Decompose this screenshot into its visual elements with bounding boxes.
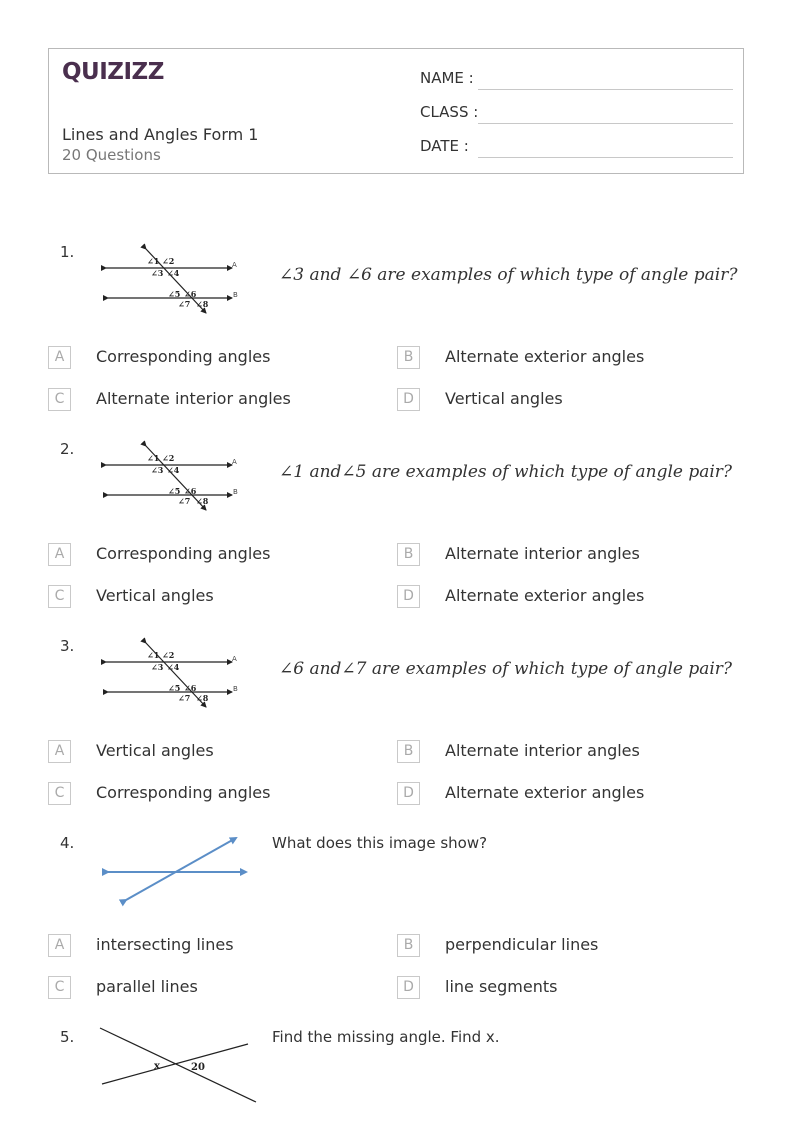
question-text: Find the missing angle. Find x. <box>272 1028 500 1046</box>
option-a-text: Vertical angles <box>96 741 214 760</box>
angle-label: ∠3 <box>151 662 164 672</box>
option-d-box[interactable]: D <box>397 782 420 805</box>
option-a-box[interactable]: A <box>48 543 71 566</box>
option-c-text: parallel lines <box>96 977 198 996</box>
quizizz-logo: QUIZIZZ <box>62 59 164 85</box>
question-number: 4. <box>60 834 75 852</box>
date-line <box>478 157 733 158</box>
option-a-text: Corresponding angles <box>96 347 271 366</box>
question-number: 3. <box>60 637 75 655</box>
option-c-text: Corresponding angles <box>96 783 271 802</box>
angle-label: ∠5 <box>168 683 181 693</box>
angle-label: ∠6 <box>184 486 197 496</box>
option-d-text: Vertical angles <box>445 389 563 408</box>
angle-label: ∠2 <box>162 650 175 660</box>
option-b-box[interactable]: B <box>397 543 420 566</box>
option-d-text: line segments <box>445 977 558 996</box>
option-d-box[interactable]: D <box>397 388 420 411</box>
option-c-text: Alternate interior angles <box>96 389 291 408</box>
option-b-text: Alternate interior angles <box>445 741 640 760</box>
angle-20-label: 20 <box>191 1062 205 1073</box>
angle-label: ∠3 <box>151 465 164 475</box>
option-d-text: Alternate exterior angles <box>445 783 645 802</box>
line-label: A <box>232 655 237 663</box>
angle-label: ∠7 <box>178 496 191 506</box>
angle-label: ∠6 <box>184 683 197 693</box>
line-label: A <box>232 261 237 269</box>
question-text: ∠3 and ∠6 are examples of which type of angle pair? <box>279 265 738 285</box>
angle-label: ∠2 <box>162 453 175 463</box>
option-a-box[interactable]: A <box>48 934 71 957</box>
question-number: 5. <box>60 1028 75 1046</box>
angle-label: ∠7 <box>178 693 191 703</box>
option-b-text: perpendicular lines <box>445 935 599 954</box>
angle-label: ∠5 <box>168 289 181 299</box>
angle-label: ∠4 <box>167 662 180 672</box>
option-c-box[interactable]: C <box>48 782 71 805</box>
line-label: B <box>233 291 238 299</box>
option-b-box[interactable]: B <box>397 934 420 957</box>
angle-label: ∠8 <box>196 496 209 506</box>
angle-label: ∠8 <box>196 693 209 703</box>
question-text: What does this image show? <box>272 834 488 852</box>
name-label: NAME : <box>420 69 474 87</box>
class-label: CLASS : <box>420 103 479 121</box>
question-text: ∠6 and∠7 are examples of which type of angle pair? <box>279 659 733 679</box>
angle-label: ∠4 <box>167 465 180 475</box>
option-d-text: Alternate exterior angles <box>445 586 645 605</box>
worksheet-title: Lines and Angles Form 1 <box>62 125 259 144</box>
angle-label: ∠1 <box>147 256 160 266</box>
question-number: 2. <box>60 440 75 458</box>
date-label: DATE : <box>420 137 469 155</box>
intersecting-lines-diagram <box>100 834 252 906</box>
missing-angle-diagram <box>98 1026 260 1106</box>
option-b-text: Alternate exterior angles <box>445 347 645 366</box>
question-text: ∠1 and∠5 are examples of which type of angle pair? <box>279 462 733 482</box>
name-line <box>478 89 733 90</box>
angle-label: ∠4 <box>167 268 180 278</box>
option-a-text: Corresponding angles <box>96 544 271 563</box>
angle-label: ∠7 <box>178 299 191 309</box>
angle-label: ∠6 <box>184 289 197 299</box>
angle-label: ∠8 <box>196 299 209 309</box>
parallel-lines-diagram <box>104 247 244 315</box>
option-a-box[interactable]: A <box>48 740 71 763</box>
parallel-lines-diagram <box>104 444 244 512</box>
angle-x-label: x <box>154 1061 160 1072</box>
option-b-box[interactable]: B <box>397 740 420 763</box>
option-b-box[interactable]: B <box>397 346 420 369</box>
question-count: 20 Questions <box>62 146 161 164</box>
option-c-box[interactable]: C <box>48 585 71 608</box>
class-line <box>478 123 733 124</box>
worksheet-header <box>48 48 744 174</box>
angle-label: ∠5 <box>168 486 181 496</box>
angle-label: ∠1 <box>147 453 160 463</box>
question-number: 1. <box>60 243 75 261</box>
line-label: B <box>233 488 238 496</box>
option-c-box[interactable]: C <box>48 388 71 411</box>
option-d-box[interactable]: D <box>397 585 420 608</box>
option-c-box[interactable]: C <box>48 976 71 999</box>
option-a-box[interactable]: A <box>48 346 71 369</box>
option-c-text: Vertical angles <box>96 586 214 605</box>
parallel-lines-diagram <box>104 641 244 709</box>
angle-label: ∠2 <box>162 256 175 266</box>
angle-label: ∠1 <box>147 650 160 660</box>
angle-label: ∠3 <box>151 268 164 278</box>
option-b-text: Alternate interior angles <box>445 544 640 563</box>
option-a-text: intersecting lines <box>96 935 234 954</box>
line-label: B <box>233 685 238 693</box>
option-d-box[interactable]: D <box>397 976 420 999</box>
line-label: A <box>232 458 237 466</box>
